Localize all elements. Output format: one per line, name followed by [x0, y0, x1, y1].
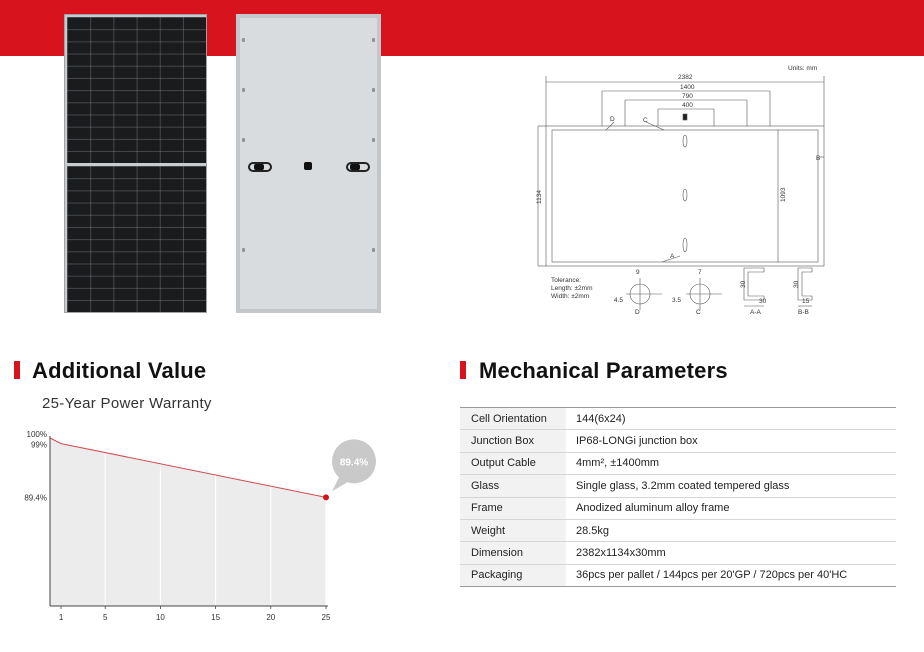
mechanical-parameters-title: Mechanical Parameters	[479, 358, 728, 383]
detail-d-45: 4.5	[614, 297, 624, 304]
mounting-hole	[242, 88, 245, 92]
solar-panel-back-image	[236, 14, 381, 313]
mounting-hole	[372, 88, 375, 92]
chart-y-tick-label: 99%	[30, 440, 47, 450]
tolerance-length: Length: ±2mm	[551, 285, 593, 292]
param-value: Anodized aluminum alloy frame	[566, 497, 896, 519]
table-row	[460, 475, 896, 497]
dim-1093: 1093	[780, 187, 787, 202]
detail-bb-15: 15	[802, 298, 810, 305]
units-label: Units: mm	[788, 65, 818, 72]
chart-x-tick-label: 1	[58, 613, 64, 622]
detail-bb-30: 30	[793, 280, 800, 288]
junction-box-icon	[304, 162, 312, 170]
table-row	[460, 519, 896, 541]
detail-bb-label: B-B	[798, 309, 809, 316]
mounting-hole	[372, 248, 375, 252]
param-label: Glass	[460, 475, 566, 497]
solar-panel-front-image	[64, 14, 207, 313]
technical-drawing	[532, 62, 862, 324]
panel-cells-top	[67, 17, 206, 163]
detail-d-label: D	[635, 309, 640, 316]
table-row	[460, 430, 896, 452]
mounting-hole	[242, 248, 245, 252]
warranty-subtitle: 25-Year Power Warranty	[42, 395, 212, 412]
additional-value-title: Additional Value	[32, 358, 207, 383]
dim-length: 2382	[678, 74, 693, 81]
section-marker	[14, 361, 20, 379]
table-row	[460, 452, 896, 474]
param-label: Output Cable	[460, 452, 566, 474]
mounting-hole	[242, 38, 245, 42]
param-label: Packaging	[460, 564, 566, 586]
callout-value: 89.4%	[339, 457, 369, 469]
table-row	[460, 564, 896, 586]
chart-y-tick-label: 89.4%	[24, 493, 47, 503]
chart-end-point	[323, 494, 329, 500]
section-marker	[460, 361, 466, 379]
table-row	[460, 408, 896, 430]
cable-connector-icon	[254, 164, 264, 170]
detail-aa-label: A-A	[750, 309, 761, 316]
chart-y-tick-label: 100%	[26, 430, 47, 439]
label-c: C	[643, 117, 648, 124]
param-label: Cell Orientation	[460, 408, 566, 430]
panel-cells-bottom	[67, 166, 206, 312]
detail-c-35: 3.5	[672, 297, 682, 304]
chart-x-tick-label: 20	[266, 613, 276, 622]
dim-400: 400	[682, 102, 693, 109]
detail-aa-30v: 30	[740, 280, 747, 288]
param-label: Dimension	[460, 542, 566, 564]
dim-width: 1134	[536, 190, 543, 204]
chart-x-tick-label: 10	[155, 613, 165, 622]
label-d: D	[610, 116, 615, 123]
param-label: Junction Box	[460, 430, 566, 452]
chart-x-tick-label: 25	[321, 613, 331, 622]
detail-d-9: 9	[636, 269, 640, 276]
detail-c-label: C	[696, 309, 701, 316]
chart-x-tick-label: 15	[211, 613, 221, 622]
detail-c-7: 7	[698, 269, 702, 276]
tolerance-width: Width: ±2mm	[551, 293, 590, 300]
label-a: A	[670, 253, 675, 260]
detail-aa-30h: 30	[759, 298, 767, 305]
param-value: IP68-LONGi junction box	[566, 430, 896, 452]
mounting-hole	[242, 138, 245, 142]
table-row	[460, 497, 896, 519]
cable-connector-icon	[350, 164, 360, 170]
chart-x-tick-label: 5	[102, 613, 108, 622]
mounting-hole	[372, 138, 375, 142]
warranty-chart	[14, 428, 394, 628]
param-label: Frame	[460, 497, 566, 519]
param-label: Weight	[460, 519, 566, 541]
mounting-hole	[372, 38, 375, 42]
table-row	[460, 542, 896, 564]
param-value: 2382x1134x30mm	[566, 542, 896, 564]
param-value: 144(6x24)	[566, 408, 896, 430]
param-value: 28.5kg	[566, 519, 896, 541]
label-b: B	[816, 155, 821, 162]
dim-790: 790	[682, 93, 693, 100]
chart-area-fill	[50, 438, 326, 606]
mechanical-parameters-table	[460, 407, 896, 587]
tolerance-title: Tolerance:	[551, 277, 581, 284]
param-value: Single glass, 3.2mm coated tempered glass	[566, 475, 896, 497]
dim-1400: 1400	[680, 84, 695, 91]
param-value: 4mm², ±1400mm	[566, 452, 896, 474]
param-value: 36pcs per pallet / 144pcs per 20'GP / 720pcs per 40'HC	[566, 564, 896, 586]
